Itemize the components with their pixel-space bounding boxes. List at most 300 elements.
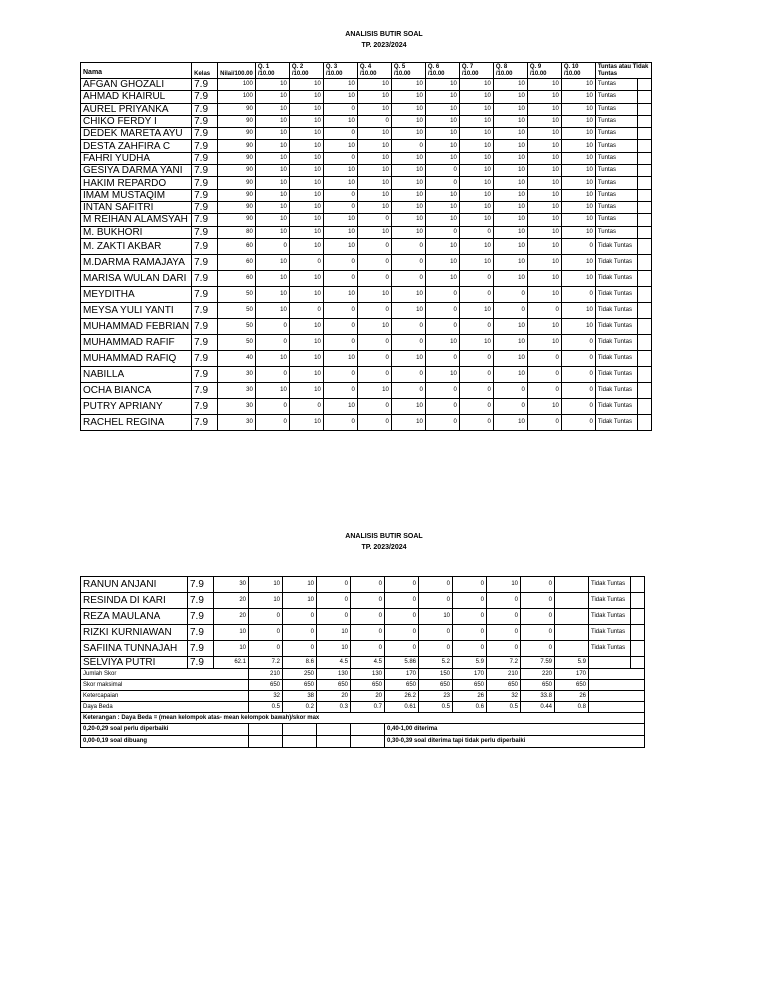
question-score-4: 10	[357, 189, 391, 201]
question-score-10: 10	[561, 79, 595, 91]
student-score: 90	[218, 152, 256, 164]
question-score-3: 0	[323, 318, 357, 334]
question-score-1: 10	[255, 140, 289, 152]
question-score-3: 0	[323, 382, 357, 398]
stats-value-5: 650	[385, 680, 419, 691]
student-name: SELVIYA PUTRI	[81, 657, 188, 669]
student-name: HAKIM REPARDO	[81, 177, 192, 189]
student-score: 40	[218, 350, 256, 366]
table-row	[81, 382, 652, 398]
question-score-1: 10	[255, 270, 289, 286]
question-score-3: 10	[323, 165, 357, 177]
stats-value-4: 0.7	[351, 702, 385, 713]
question-score-3: 10	[323, 140, 357, 152]
question-score-6: 0	[419, 625, 453, 641]
question-score-8: 0	[487, 609, 521, 625]
question-score-5: 0	[391, 334, 425, 350]
question-score-3: 10	[323, 91, 357, 103]
question-score-8: 10	[493, 226, 527, 238]
question-score-5: 10	[391, 214, 425, 226]
question-score-5: 0	[385, 609, 419, 625]
question-score-8: 10	[493, 152, 527, 164]
question-score-9: 10	[527, 91, 561, 103]
stats-value-8: 210	[487, 669, 521, 680]
question-score-9: 10	[527, 165, 561, 177]
stats-label: Jumlah Skor	[81, 669, 249, 680]
question-score-6: 0	[425, 302, 459, 318]
question-score-3: 0	[323, 103, 357, 115]
question-score-9: 10	[527, 128, 561, 140]
stats-value-6: 0.5	[419, 702, 453, 713]
question-score-3: 0	[323, 152, 357, 164]
question-score-4: 10	[357, 226, 391, 238]
question-score-10: 10	[561, 177, 595, 189]
question-score-7: 10	[459, 115, 493, 127]
question-score-6: 0	[425, 350, 459, 366]
question-score-10: 0	[561, 334, 595, 350]
question-score-8: 0	[487, 593, 521, 609]
student-score: 50	[218, 286, 256, 302]
completion-status: Tuntas	[595, 79, 637, 91]
question-score-4: 10	[357, 382, 391, 398]
question-score-3: 0	[323, 189, 357, 201]
question-score-5: 10	[391, 189, 425, 201]
question-score-6: 0	[425, 286, 459, 302]
student-class: 7.9	[192, 382, 218, 398]
question-score-10: 10	[561, 128, 595, 140]
student-class: 7.9	[188, 609, 214, 625]
question-score-4: 0	[357, 254, 391, 270]
question-score-7: 10	[459, 103, 493, 115]
question-score-5: 10	[391, 226, 425, 238]
stats-value-8: 32	[487, 691, 521, 702]
header-name: Nama	[81, 63, 192, 79]
table-row	[81, 189, 652, 201]
empty-cell	[631, 625, 645, 641]
question-score-10: 10	[561, 189, 595, 201]
student-score: 90	[218, 189, 256, 201]
empty-cell	[637, 177, 651, 189]
question-score-7: 0	[459, 398, 493, 414]
student-score: 60	[218, 238, 256, 254]
completion-status: Tidak Tuntas	[595, 334, 637, 350]
stats-value-4: 130	[351, 669, 385, 680]
stats-value-2: 38	[283, 691, 317, 702]
student-name: PUTRY APRIANY	[81, 398, 192, 414]
empty-cell	[637, 366, 651, 382]
header-question-8: Q. 8 /10.00	[493, 63, 527, 79]
question-score-1: 0	[249, 609, 283, 625]
student-score: 30	[218, 366, 256, 382]
question-score-2: 10	[289, 286, 323, 302]
legend-right: 0,30-0,39 soal diterima tapi tidak perlu diperbaiki	[385, 736, 645, 748]
question-score-8: 10	[493, 140, 527, 152]
student-class: 7.9	[192, 414, 218, 430]
question-score-6: 10	[425, 270, 459, 286]
empty-cell	[637, 382, 651, 398]
question-score-2: 10	[289, 366, 323, 382]
question-score-8: 10	[493, 115, 527, 127]
student-class: 7.9	[192, 79, 218, 91]
stats-value-9: 650	[521, 680, 555, 691]
question-score-4: 10	[357, 140, 391, 152]
completion-status: Tidak Tuntas	[595, 302, 637, 318]
question-score-8: 10	[493, 254, 527, 270]
question-score-9: 0	[527, 366, 561, 382]
stats-value-10: 650	[555, 680, 589, 691]
question-score-4: 10	[357, 79, 391, 91]
question-score-10	[555, 577, 589, 593]
table-row	[81, 79, 652, 91]
student-class: 7.9	[192, 115, 218, 127]
question-score-5: 0	[391, 382, 425, 398]
question-score-2: 10	[289, 201, 323, 213]
question-score-8: 7.2	[487, 657, 521, 669]
table-row	[81, 91, 652, 103]
stats-value-7: 26	[453, 691, 487, 702]
empty-cell	[637, 226, 651, 238]
question-score-3: 0	[317, 577, 351, 593]
question-score-6: 10	[425, 334, 459, 350]
question-score-9: 10	[527, 238, 561, 254]
question-score-1: 7.2	[249, 657, 283, 669]
question-score-5: 0	[385, 577, 419, 593]
question-score-5: 0	[391, 318, 425, 334]
question-score-7: 0	[459, 318, 493, 334]
keterangan-note: Keterangan : Daya Beda = (mean kelompok atas- mean kelompok bawah)/skor max	[81, 713, 645, 724]
question-score-3: 10	[323, 350, 357, 366]
question-score-5: 10	[391, 91, 425, 103]
question-score-9: 0	[527, 350, 561, 366]
analysis-table-page2	[80, 576, 645, 748]
table-row	[81, 398, 652, 414]
question-score-5: 0	[385, 625, 419, 641]
table-row	[81, 302, 652, 318]
student-class: 7.9	[192, 165, 218, 177]
question-score-10: 10	[561, 270, 595, 286]
student-class: 7.9	[192, 201, 218, 213]
question-score-9: 0	[527, 414, 561, 430]
page1-title: ANALISIS BUTIR SOAL	[345, 31, 423, 38]
question-score-5: 10	[391, 414, 425, 430]
question-score-2: 0	[283, 641, 317, 657]
header-question-4: Q. 4 /10.00	[357, 63, 391, 79]
empty-cell	[637, 398, 651, 414]
question-score-10: 5.9	[555, 657, 589, 669]
stats-value-9: 0.44	[521, 702, 555, 713]
question-score-7: 0	[453, 625, 487, 641]
question-score-10: 10	[561, 302, 595, 318]
question-score-3: 10	[323, 398, 357, 414]
student-score: 60	[218, 270, 256, 286]
table-row	[81, 657, 645, 669]
question-score-7: 10	[459, 189, 493, 201]
student-class: 7.9	[192, 226, 218, 238]
question-score-4: 0	[357, 334, 391, 350]
question-score-9: 10	[527, 270, 561, 286]
question-score-10: 0	[561, 382, 595, 398]
question-score-7: 0	[459, 350, 493, 366]
student-name: INTAN SAFITRI	[81, 201, 192, 213]
question-score-1: 10	[255, 152, 289, 164]
question-score-10: 10	[561, 103, 595, 115]
question-score-5: 0	[391, 366, 425, 382]
stats-value-2: 650	[283, 680, 317, 691]
question-score-10	[555, 593, 589, 609]
keterangan-row	[81, 713, 645, 724]
student-class: 7.9	[192, 214, 218, 226]
question-score-2: 10	[289, 152, 323, 164]
question-score-6: 0	[425, 414, 459, 430]
stats-value-5: 0.61	[385, 702, 419, 713]
question-score-1: 10	[255, 214, 289, 226]
student-name: REZA MAULANA	[81, 609, 188, 625]
header-question-2: Q. 2 /10.00	[289, 63, 323, 79]
question-score-4: 0	[357, 414, 391, 430]
student-score: 90	[218, 140, 256, 152]
empty-cell	[637, 214, 651, 226]
student-score: 20	[214, 609, 249, 625]
question-score-6: 10	[425, 103, 459, 115]
empty-cell	[351, 736, 385, 748]
question-score-6: 10	[419, 609, 453, 625]
question-score-9: 0	[527, 382, 561, 398]
student-score: 20	[214, 593, 249, 609]
question-score-5: 10	[391, 286, 425, 302]
stats-value-7: 170	[453, 669, 487, 680]
header-question-9: Q. 9 /10.00	[527, 63, 561, 79]
student-name: DESTA ZAHFIRA C	[81, 140, 192, 152]
completion-status: Tidak Tuntas	[595, 270, 637, 286]
student-score: 62.1	[214, 657, 249, 669]
student-score: 30	[214, 577, 249, 593]
question-score-9: 10	[527, 177, 561, 189]
question-score-1: 10	[255, 177, 289, 189]
question-score-1: 10	[255, 103, 289, 115]
header-question-7: Q. 7 /10.00	[459, 63, 493, 79]
empty-cell	[631, 657, 645, 669]
completion-status: Tidak Tuntas	[589, 625, 631, 641]
question-score-9: 10	[527, 398, 561, 414]
question-score-3: 0	[323, 254, 357, 270]
question-score-8: 10	[493, 214, 527, 226]
table-row	[81, 641, 645, 657]
question-score-10: 10	[561, 152, 595, 164]
question-score-4: 10	[357, 128, 391, 140]
completion-status: Tuntas	[595, 103, 637, 115]
question-score-2: 10	[289, 115, 323, 127]
stats-label: Daya Beda	[81, 702, 249, 713]
student-score: 90	[218, 115, 256, 127]
question-score-1: 0	[255, 398, 289, 414]
question-score-1: 10	[255, 115, 289, 127]
question-score-7: 10	[459, 91, 493, 103]
question-score-2: 10	[289, 165, 323, 177]
question-score-2: 10	[283, 593, 317, 609]
question-score-1: 10	[255, 79, 289, 91]
header-question-1: Q. 1 /10.00	[255, 63, 289, 79]
question-score-1: 10	[255, 286, 289, 302]
stats-value-2: 250	[283, 669, 317, 680]
question-score-9: 10	[527, 214, 561, 226]
question-score-10: 10	[561, 318, 595, 334]
question-score-9: 7.59	[521, 657, 555, 669]
question-score-6: 10	[425, 140, 459, 152]
question-score-6: 0	[419, 641, 453, 657]
question-score-7: 5.9	[453, 657, 487, 669]
question-score-10: 10	[561, 254, 595, 270]
legend-left: 0,00-0,19 soal dibuang	[81, 736, 249, 748]
question-score-7: 10	[459, 238, 493, 254]
stats-value-7: 0.6	[453, 702, 487, 713]
question-score-2: 10	[289, 350, 323, 366]
empty-cell	[637, 254, 651, 270]
stats-value-3: 0.3	[317, 702, 351, 713]
question-score-7: 0	[459, 270, 493, 286]
completion-status: Tidak Tuntas	[589, 641, 631, 657]
stats-row	[81, 702, 645, 713]
table-row	[81, 286, 652, 302]
empty-cell	[637, 302, 651, 318]
question-score-7: 10	[459, 302, 493, 318]
student-score: 90	[218, 103, 256, 115]
student-name: IMAM MUSTAQIM	[81, 189, 192, 201]
student-name: AFGAN GHOZALI	[81, 79, 192, 91]
header-question-5: Q. 5 /10.00	[391, 63, 425, 79]
question-score-5: 10	[391, 165, 425, 177]
question-score-2: 0	[283, 609, 317, 625]
empty-cell	[637, 115, 651, 127]
question-score-1: 0	[255, 414, 289, 430]
question-score-5: 0	[385, 593, 419, 609]
question-score-1: 10	[255, 226, 289, 238]
student-score: 30	[218, 414, 256, 430]
completion-status: Tidak Tuntas	[589, 609, 631, 625]
question-score-8: 0	[487, 625, 521, 641]
question-score-1: 10	[249, 577, 283, 593]
question-score-2: 0	[289, 398, 323, 414]
student-name: AHMAD KHAIRUL	[81, 91, 192, 103]
question-score-9: 10	[527, 226, 561, 238]
question-score-6: 5.2	[419, 657, 453, 669]
completion-status: Tuntas	[595, 91, 637, 103]
question-score-1: 10	[255, 165, 289, 177]
question-score-4: 0	[357, 398, 391, 414]
question-score-3: 0	[323, 201, 357, 213]
question-score-5: 10	[391, 398, 425, 414]
stats-value-10: 170	[555, 669, 589, 680]
student-name: GESIYA DARMA YANI	[81, 165, 192, 177]
question-score-8: 10	[493, 238, 527, 254]
table-row	[81, 577, 645, 593]
empty-cell	[637, 103, 651, 115]
question-score-2: 10	[289, 334, 323, 350]
question-score-9: 10	[527, 334, 561, 350]
empty-cell	[637, 79, 651, 91]
student-class: 7.9	[192, 152, 218, 164]
question-score-5: 10	[391, 128, 425, 140]
student-score: 90	[218, 214, 256, 226]
question-score-9: 10	[527, 79, 561, 91]
question-score-8: 10	[493, 366, 527, 382]
student-class: 7.9	[192, 140, 218, 152]
student-score: 50	[218, 318, 256, 334]
stats-value-4: 650	[351, 680, 385, 691]
question-score-7: 0	[453, 593, 487, 609]
question-score-5: 10	[391, 103, 425, 115]
question-score-6: 10	[425, 366, 459, 382]
question-score-7: 0	[453, 609, 487, 625]
stats-value-3: 650	[317, 680, 351, 691]
empty-cell	[631, 641, 645, 657]
question-score-3: 10	[323, 238, 357, 254]
empty-cell	[283, 736, 317, 748]
question-score-9: 10	[527, 152, 561, 164]
empty-cell	[637, 152, 651, 164]
question-score-9: 0	[521, 625, 555, 641]
question-score-8: 10	[493, 414, 527, 430]
student-score: 50	[218, 334, 256, 350]
question-score-8: 10	[493, 189, 527, 201]
question-score-10: 0	[561, 238, 595, 254]
question-score-1: 0	[255, 318, 289, 334]
student-name: CHIKO FERDY I	[81, 115, 192, 127]
question-score-3: 0	[323, 302, 357, 318]
legend-row	[81, 724, 645, 736]
page2-subtitle: TP. 2023/2024	[361, 544, 407, 551]
completion-status: Tidak Tuntas	[595, 318, 637, 334]
empty-cell	[317, 724, 351, 736]
question-score-3: 0	[323, 334, 357, 350]
question-score-6: 0	[419, 593, 453, 609]
question-score-6: 10	[425, 79, 459, 91]
student-class: 7.9	[188, 641, 214, 657]
stats-value-3: 20	[317, 691, 351, 702]
question-score-3: 0	[323, 366, 357, 382]
student-name: AUREL PRIYANKA	[81, 103, 192, 115]
completion-status: Tuntas	[595, 226, 637, 238]
question-score-10: 10	[561, 214, 595, 226]
legend-row	[81, 736, 645, 748]
question-score-2: 10	[289, 226, 323, 238]
student-class: 7.9	[192, 103, 218, 115]
question-score-10: 10	[561, 91, 595, 103]
student-name: RIZKI KURNIAWAN	[81, 625, 188, 641]
stats-value-9: 220	[521, 669, 555, 680]
question-score-9: 10	[527, 254, 561, 270]
question-score-4: 0	[351, 593, 385, 609]
completion-status: Tidak Tuntas	[589, 593, 631, 609]
question-score-7: 0	[459, 226, 493, 238]
question-score-5: 0	[391, 238, 425, 254]
page2-title: ANALISIS BUTIR SOAL	[345, 533, 423, 540]
table-row	[81, 254, 652, 270]
question-score-7: 10	[459, 334, 493, 350]
question-score-3: 4.5	[317, 657, 351, 669]
question-score-8: 10	[493, 79, 527, 91]
completion-status: Tuntas	[595, 177, 637, 189]
table-row	[81, 414, 652, 430]
completion-status: Tuntas	[595, 128, 637, 140]
student-class: 7.9	[188, 593, 214, 609]
stats-value-1: 32	[249, 691, 283, 702]
question-score-9: 10	[527, 103, 561, 115]
student-name: FAHRI YUDHA	[81, 152, 192, 164]
question-score-9: 10	[527, 115, 561, 127]
student-name: NABILLA	[81, 366, 192, 382]
question-score-2: 10	[289, 189, 323, 201]
student-name: MARISA WULAN DARI	[81, 270, 192, 286]
